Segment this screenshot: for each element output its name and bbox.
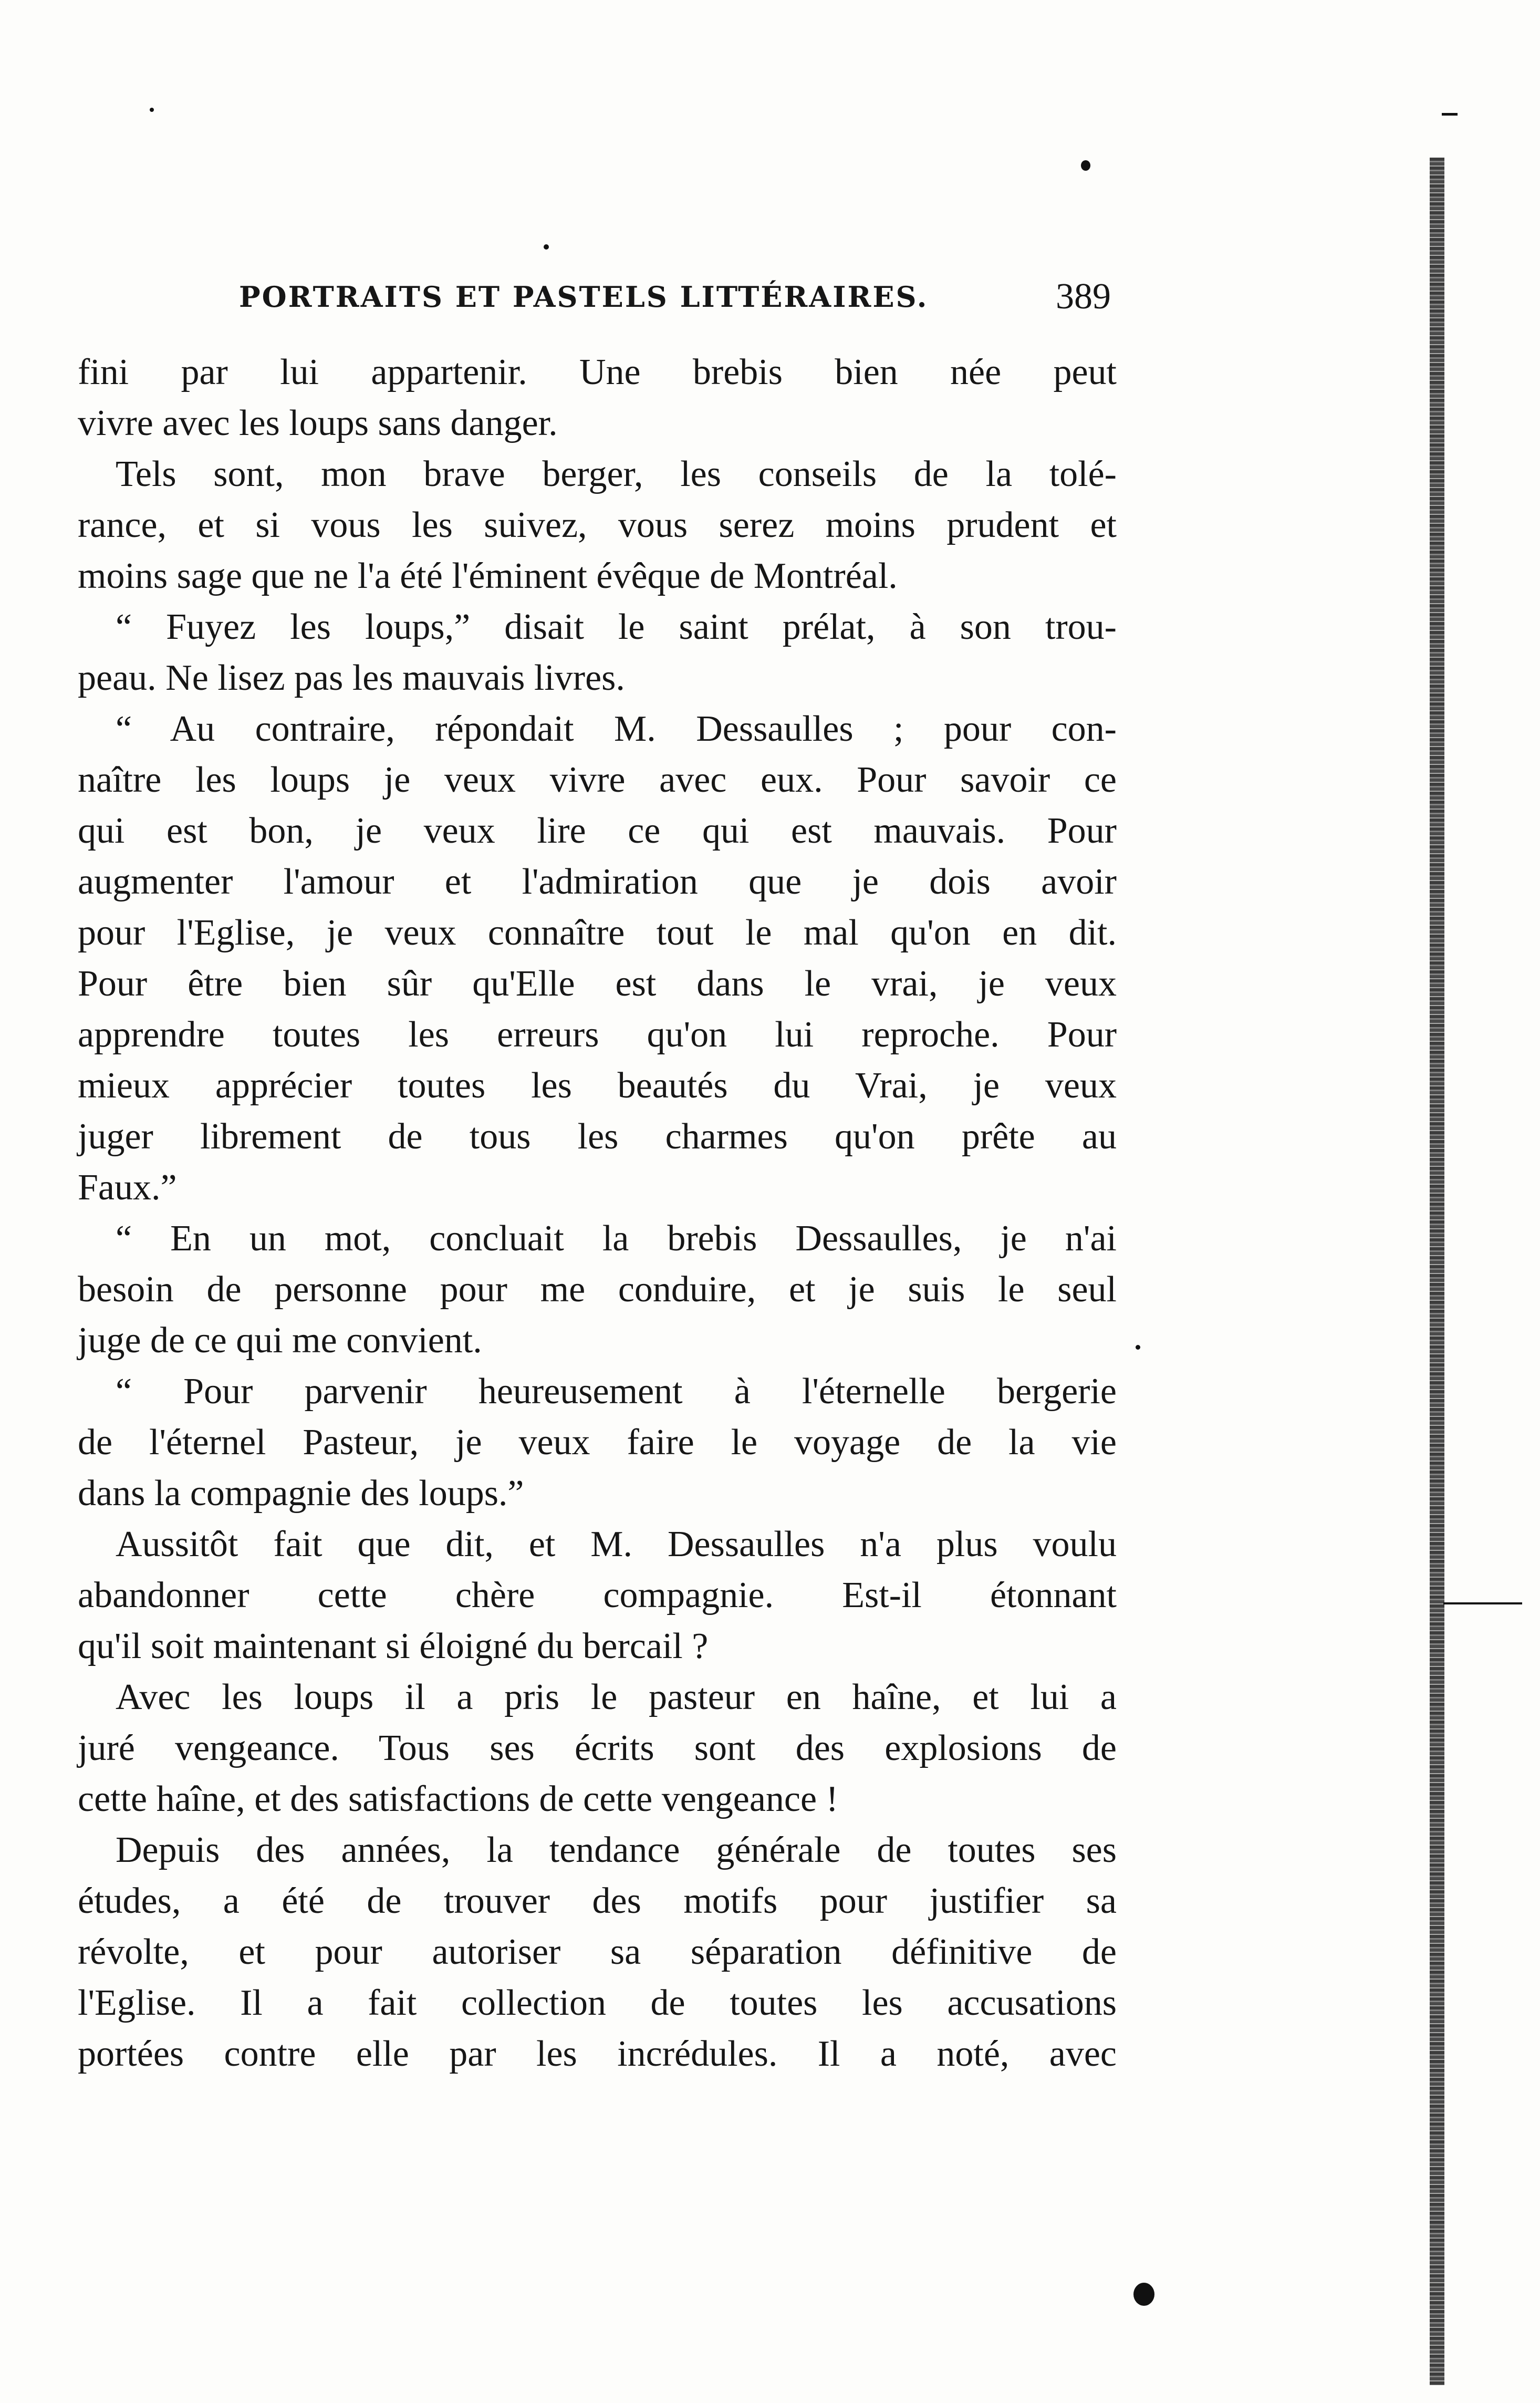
text-line: rance, et si vous les suivez, vous serez moins prudent et bbox=[78, 505, 1117, 545]
text-line: Faux.” bbox=[78, 1167, 177, 1208]
page-number: 389 bbox=[1056, 276, 1111, 317]
text-line: abandonner cette chère compagnie. Est-il étonnant bbox=[78, 1575, 1117, 1615]
body-text bbox=[78, 347, 1117, 2079]
text-line: “ Au contraire, répondait M. Dessaulles ; pour con- bbox=[116, 709, 1117, 749]
text-line: “ Fuyez les loups,” disait le saint prélat, à son trou- bbox=[116, 607, 1117, 647]
text-line: Pour être bien sûr qu'Elle est dans le vrai, je veux bbox=[78, 964, 1117, 1004]
text-line: dans la compagnie des loups.” bbox=[78, 1473, 524, 1514]
ink-speck bbox=[1133, 2283, 1154, 2306]
scan-edge-mark bbox=[1442, 113, 1458, 116]
text-line: juger librement de tous les charmes qu'on prête au bbox=[78, 1116, 1117, 1157]
text-line: besoin de personne pour me conduire, et je suis le seul bbox=[78, 1269, 1117, 1310]
text-line: juré vengeance. Tous ses écrits sont des explosions de bbox=[78, 1728, 1117, 1768]
text-line: Avec les loups il a pris le pasteur en haîne, et lui a bbox=[116, 1677, 1117, 1717]
text-line: études, a été de trouver des motifs pour justifier sa bbox=[78, 1881, 1117, 1921]
ink-speck bbox=[150, 108, 154, 112]
ink-speck bbox=[544, 244, 549, 250]
ink-speck bbox=[1136, 1345, 1140, 1350]
text-line: moins sage que ne l'a été l'éminent évêque de Montréal. bbox=[78, 556, 898, 596]
running-title: PORTRAITS ET PASTELS LITTÉRAIRES. bbox=[239, 280, 929, 314]
ink-speck bbox=[1081, 160, 1090, 171]
text-line: mieux apprécier toutes les beautés du Vrai, je veux bbox=[78, 1065, 1117, 1106]
text-line: pour l'Eglise, je veux connaître tout le mal qu'on en dit. bbox=[78, 913, 1117, 953]
text-line: “ Pour parvenir heureusement à l'éternelle bergerie bbox=[116, 1371, 1117, 1412]
text-line: portées contre elle par les incrédules. Il a noté, avec bbox=[78, 2034, 1117, 2074]
text-line: qui est bon, je veux lire ce qui est mauvais. Pour bbox=[78, 811, 1117, 851]
text-line: Aussitôt fait que dit, et M. Dessaulles n'a plus voulu bbox=[116, 1524, 1117, 1565]
text-line: qu'il soit maintenant si éloigné du bercail ? bbox=[78, 1626, 709, 1666]
text-line: de l'éternel Pasteur, je veux faire le voyage de la vie bbox=[78, 1422, 1117, 1463]
text-line: augmenter l'amour et l'admiration que je dois avoir bbox=[78, 862, 1117, 902]
scan-binding-edge bbox=[1430, 158, 1444, 2385]
text-line: Tels sont, mon brave berger, les conseils de la tolé- bbox=[116, 454, 1117, 494]
text-line: révolte, et pour autoriser sa séparation définitive de bbox=[78, 1932, 1117, 1972]
text-line: vivre avec les loups sans danger. bbox=[78, 403, 558, 443]
text-line: l'Eglise. Il a fait collection de toutes les accusations bbox=[78, 1983, 1117, 2023]
text-line: fini par lui appartenir. Une brebis bien née peut bbox=[78, 352, 1117, 392]
text-line: apprendre toutes les erreurs qu'on lui reproche. Pour bbox=[78, 1014, 1117, 1055]
page-header bbox=[239, 276, 1111, 318]
text-line: cette haîne, et des satisfactions de cette vengeance ! bbox=[78, 1779, 838, 1819]
text-line: juge de ce qui me convient. bbox=[78, 1320, 482, 1361]
text-line: Depuis des années, la tendance générale de toutes ses bbox=[116, 1830, 1117, 1870]
scan-edge-mark bbox=[1443, 1602, 1522, 1604]
text-line: “ En un mot, concluait la brebis Dessaulles, je n'ai bbox=[116, 1218, 1117, 1259]
text-line: peau. Ne lisez pas les mauvais livres. bbox=[78, 658, 625, 698]
text-line: naître les loups je veux vivre avec eux. Pour savoir ce bbox=[78, 760, 1117, 800]
